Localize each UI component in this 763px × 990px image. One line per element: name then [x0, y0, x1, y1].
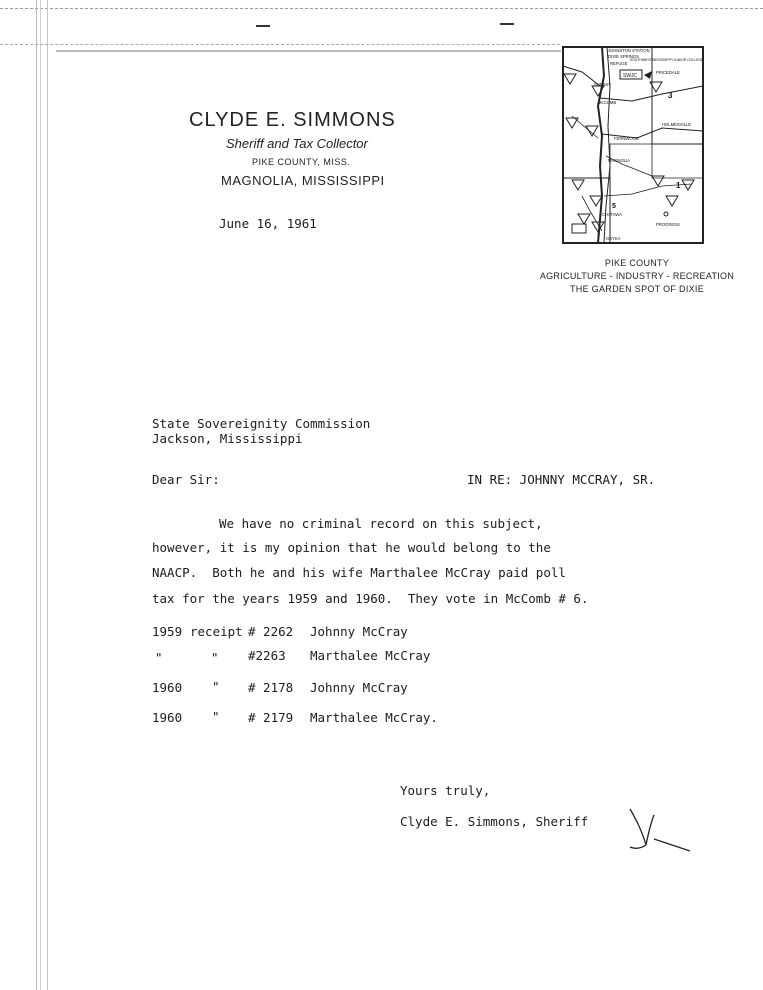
pike-county-map	[562, 46, 704, 244]
scan-rule-dashed	[0, 44, 560, 45]
signature-block: Clyde E. Simmons, Sheriff	[400, 814, 589, 829]
map-district-5: 5	[612, 203, 616, 210]
receipt-name: Marthalee McCray.	[310, 710, 438, 725]
body-line: We have no criminal record on this subject,	[219, 516, 543, 531]
receipt-name: Johnny McCray	[310, 680, 408, 695]
receipt-name: Johnny McCray	[310, 624, 408, 639]
map-label-swjc: SWJC	[623, 73, 638, 79]
receipt-number: # 2179	[248, 710, 294, 725]
receipt-number: #2263	[248, 648, 286, 663]
scan-left-binding	[36, 0, 48, 990]
map-caption-line2: AGRICULTURE - INDUSTRY - RECREATION	[539, 271, 735, 281]
pointer-arrow	[644, 71, 652, 79]
re-line: IN RE: JOHNNY MCCRAY, SR.	[467, 472, 656, 487]
receipt-year: 1960	[152, 680, 183, 695]
receipt-number: # 2178	[248, 680, 294, 695]
highway-shield	[590, 196, 602, 206]
receipt-number: # 2262	[248, 624, 294, 639]
letterhead-city: MAGNOLIA, MISSISSIPPI	[221, 173, 385, 188]
handwritten-signature	[624, 805, 694, 855]
map-caption-line1: PIKE COUNTY	[604, 258, 670, 268]
letterhead-county: PIKE COUNTY, MISS.	[252, 157, 351, 167]
map-label-holmesville: HOLMESVILLE	[662, 122, 692, 127]
map-caption-line3: THE GARDEN SPOT OF DIXIE	[569, 284, 705, 294]
receipt-label: receipt	[190, 624, 243, 639]
highway-shield	[666, 196, 678, 206]
letterhead-title: Sheriff and Tax Collector	[226, 136, 368, 151]
salutation: Dear Sir:	[152, 472, 220, 487]
map-district-1: 1	[676, 181, 681, 190]
road-line	[572, 116, 598, 138]
town-dot	[664, 212, 668, 216]
map-label-summit: SUMMIT	[594, 82, 611, 87]
highway-shield	[578, 214, 590, 224]
map-label-refuge: REFUGE	[610, 61, 628, 66]
highway-shield	[564, 74, 576, 84]
body-line: NAACP. Both he and his wife Marthalee McCray paid poll	[152, 565, 566, 580]
body-line: however, it is my opinion that he would belong to the	[152, 540, 551, 555]
map-district-3: 3	[668, 91, 673, 100]
letter-date: June 16, 1961	[219, 216, 317, 231]
district-line	[652, 144, 703, 178]
map-label-college: SOUTHWEST MISSISSIPPI JUNIOR COLLEGE	[630, 58, 704, 62]
scan-mark	[500, 23, 514, 25]
highway-shield	[572, 180, 584, 190]
map-label-magnolia: MAGNOLIA	[608, 158, 631, 163]
highway-shield	[592, 222, 604, 232]
map-label-johnston-station: JOHNSTON STATION	[608, 48, 650, 53]
closing: Yours truly,	[400, 783, 491, 798]
receipt-name: Marthalee McCray	[310, 648, 431, 663]
receipt-label: "	[211, 650, 219, 665]
map-label-chatawa: CHATAWA	[602, 212, 623, 217]
receipt-year: 1959	[152, 624, 183, 639]
highway-shield	[652, 176, 664, 186]
body-line: tax for the years 1959 and 1960. They vote in McComb # 6.	[152, 591, 589, 606]
scan-top-edge	[0, 0, 763, 9]
receipt-label: "	[212, 709, 220, 724]
map-box	[572, 224, 586, 233]
addressee-line1: State Sovereignity Commission	[152, 416, 371, 431]
map-label-mccomb: McCOMB	[598, 100, 617, 105]
scan-mark	[256, 25, 270, 27]
highway-shield	[682, 180, 694, 190]
addressee-line2: Jackson, Mississippi	[152, 431, 303, 446]
map-label-progress: PROGRESS	[656, 222, 680, 227]
map-label-pricedale: PRICEDALE	[656, 70, 680, 75]
map-label-fernwood: FERNWOOD	[614, 136, 639, 141]
highway-shield	[586, 126, 598, 136]
letterhead-name: CLYDE E. SIMMONS	[189, 109, 396, 131]
scan-rule-solid	[56, 50, 561, 52]
map-label-osyka: OSYKA	[606, 236, 621, 241]
receipt-label: "	[212, 679, 220, 694]
scan-left-line	[40, 0, 41, 990]
map-label-dixie-springs: DIXIE SPRINGS	[608, 54, 639, 59]
receipt-year: "	[155, 650, 163, 665]
receipt-year: 1960	[152, 710, 183, 725]
